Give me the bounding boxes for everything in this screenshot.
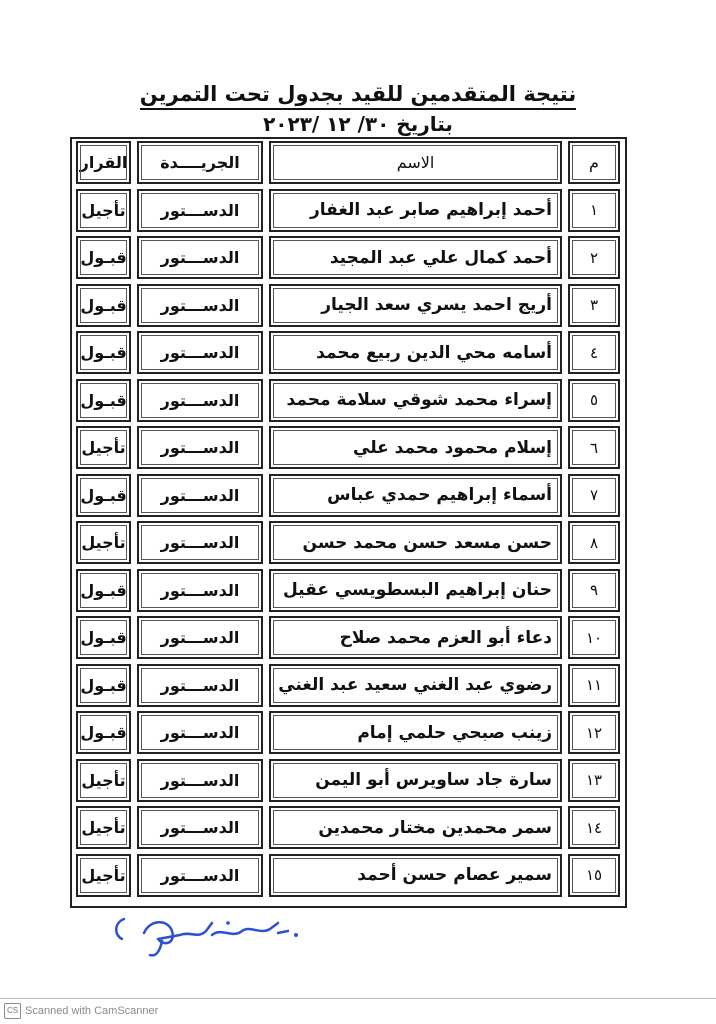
row-decision: قبـول (76, 569, 131, 612)
row-newspaper: الدســـتور (137, 426, 263, 469)
table-row (72, 614, 625, 662)
row-decision: تأجيل (76, 806, 131, 849)
row-decision: قبـول (76, 331, 131, 374)
scanner-watermark (4, 1003, 158, 1019)
table-row (72, 329, 625, 377)
table-row (72, 424, 625, 472)
row-decision: قبـول (76, 616, 131, 659)
table-row (72, 662, 625, 710)
row-number: ١٥ (568, 854, 620, 897)
results-table (70, 137, 627, 908)
row-number: ٨ (568, 521, 620, 564)
row-decision: قبـول (76, 284, 131, 327)
document-date: بتاريخ ٣٠/ ١٢ /٢٠٢٣ (0, 112, 716, 136)
row-decision: تأجيل (76, 759, 131, 802)
row-name: حسن مسعد حسن محمد حسن (269, 521, 562, 564)
row-number: ١١ (568, 664, 620, 707)
row-name: أسامه محي الدين ربيع محمد (269, 331, 562, 374)
row-newspaper: الدســـتور (137, 711, 263, 754)
footer-divider (0, 998, 716, 999)
row-name: أسماء إبراهيم حمدي عباس (269, 474, 562, 517)
row-decision: قبـول (76, 379, 131, 422)
row-newspaper: الدســـتور (137, 236, 263, 279)
row-newspaper: الدســـتور (137, 806, 263, 849)
table-row (72, 757, 625, 805)
row-name: دعاء أبو العزم محمد صلاح (269, 616, 562, 659)
header-name: الاسم (269, 141, 562, 184)
row-newspaper: الدســـتور (137, 664, 263, 707)
row-number: ١٤ (568, 806, 620, 849)
row-decision: قبـول (76, 664, 131, 707)
row-name: أحمد كمال علي عبد المجيد (269, 236, 562, 279)
table-header-row (72, 139, 625, 187)
row-name: أحمد إبراهيم صابر عبد الغفار (269, 189, 562, 232)
row-number: ٣ (568, 284, 620, 327)
row-name: سمير عصام حسن أحمد (269, 854, 562, 897)
row-number: ٧ (568, 474, 620, 517)
table-row (72, 852, 625, 900)
table-row (72, 472, 625, 520)
row-decision: قبـول (76, 474, 131, 517)
row-number: ٦ (568, 426, 620, 469)
row-number: ١ (568, 189, 620, 232)
row-number: ١٣ (568, 759, 620, 802)
table-row (72, 804, 625, 852)
row-newspaper: الدســـتور (137, 854, 263, 897)
row-newspaper: الدســـتور (137, 474, 263, 517)
table-row (72, 709, 625, 757)
row-name: أريج احمد يسري سعد الجيار (269, 284, 562, 327)
row-newspaper: الدســـتور (137, 379, 263, 422)
row-number: ٢ (568, 236, 620, 279)
scanner-watermark-text: Scanned with CamScanner (25, 1005, 159, 1017)
table-row (72, 519, 625, 567)
table-row (72, 234, 625, 282)
row-decision: تأجيل (76, 426, 131, 469)
row-name: سمر محمدين مختار محمدين (269, 806, 562, 849)
table-row (72, 187, 625, 235)
row-name: زينب صبحي حلمي إمام (269, 711, 562, 754)
row-decision: قبـول (76, 711, 131, 754)
row-name: إسراء محمد شوقي سلامة محمد (269, 379, 562, 422)
row-newspaper: الدســـتور (137, 759, 263, 802)
header-newspaper: الجريــــدة (137, 141, 263, 184)
row-newspaper: الدســـتور (137, 331, 263, 374)
row-number: ٤ (568, 331, 620, 374)
row-number: ٥ (568, 379, 620, 422)
row-name: إسلام محمود محمد علي (269, 426, 562, 469)
row-name: حنان إبراهيم البسطويسي عقيل (269, 569, 562, 612)
row-newspaper: الدســـتور (137, 284, 263, 327)
table-row (72, 567, 625, 615)
row-newspaper: الدســـتور (137, 616, 263, 659)
row-newspaper: الدســـتور (137, 189, 263, 232)
document-title: نتيجة المتقدمين للقيد بجدول تحت التمرين (0, 82, 716, 106)
header-decision: القرار (76, 141, 131, 184)
row-decision: تأجيل (76, 189, 131, 232)
row-decision: تأجيل (76, 521, 131, 564)
row-newspaper: الدســـتور (137, 521, 263, 564)
row-number: ١٠ (568, 616, 620, 659)
row-newspaper: الدســـتور (137, 569, 263, 612)
row-name: سارة جاد ساويرس أبو اليمن (269, 759, 562, 802)
table-row (72, 282, 625, 330)
handwritten-signature (110, 905, 310, 965)
row-decision: تأجيل (76, 854, 131, 897)
camscanner-logo-icon: CS (4, 1003, 21, 1019)
table-row (72, 377, 625, 425)
header-number: م (568, 141, 620, 184)
row-number: ١٢ (568, 711, 620, 754)
row-number: ٩ (568, 569, 620, 612)
row-name: رضوي عبد الغني سعيد عبد الغني (269, 664, 562, 707)
row-decision: قبـول (76, 236, 131, 279)
